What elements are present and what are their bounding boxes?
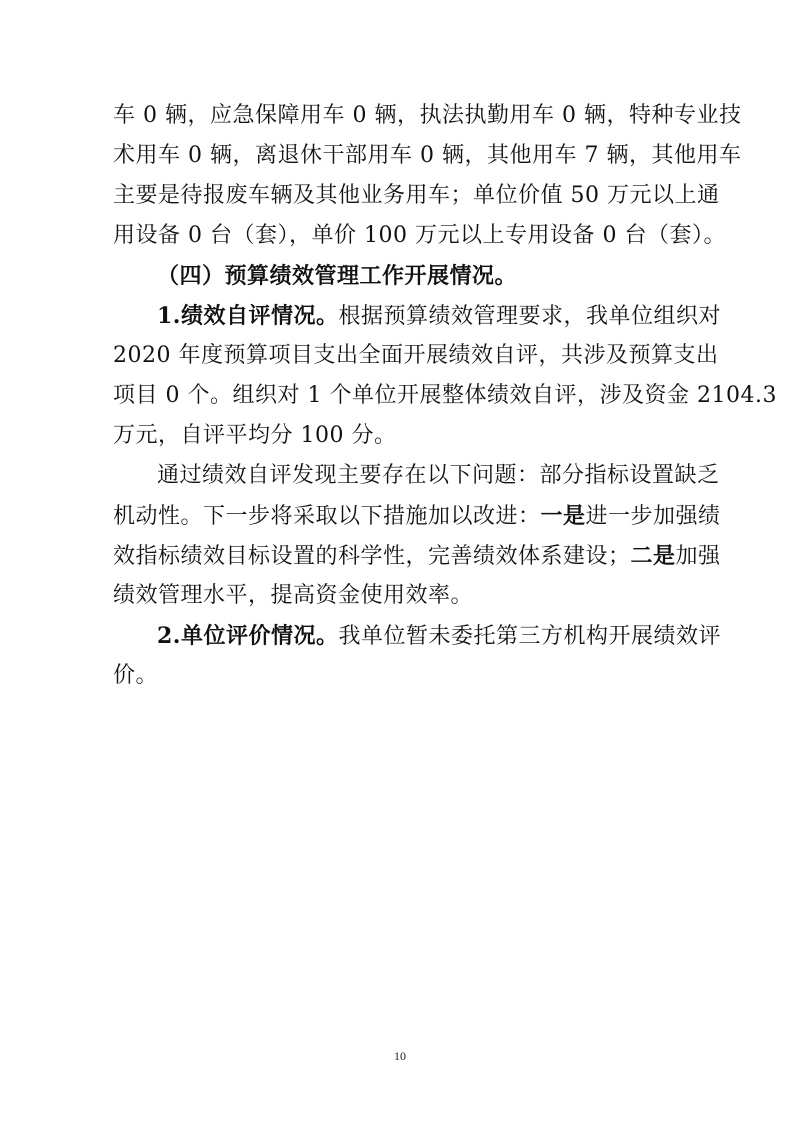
paragraph-line: 用设备 0 台（套），单价 100 万元以上专用设备 0 台（套）。 bbox=[113, 223, 726, 248]
item2-title: 2.单位评价情况。 bbox=[157, 623, 339, 649]
issues-text: 机动性。下一步将采取以下措施加以改进： bbox=[113, 504, 541, 529]
issues-text: 效指标绩效目标设置的科学性，完善绩效体系建设； bbox=[113, 544, 631, 569]
issues-text: 加强 bbox=[675, 544, 721, 569]
issues-second-line bbox=[113, 496, 721, 536]
section-heading: （四）预算绩效管理工作开展情况。 bbox=[157, 263, 518, 289]
paragraph-line: 车 0 辆，应急保障用车 0 辆，执法执勤用车 0 辆，特种专业技 bbox=[113, 103, 742, 128]
paragraph-line: 2020 年度预算项目支出全面开展绩效自评，共涉及预算支出 bbox=[113, 343, 719, 368]
paragraph-line: 主要是待报废车辆及其他业务用车；单位价值 50 万元以上通 bbox=[113, 183, 720, 208]
paragraph-line: 绩效管理水平，提高资金使用效率。 bbox=[113, 583, 474, 608]
paragraph-line: 项目 0 个。组织对 1 个单位开展整体绩效自评，涉及资金 2104.3 bbox=[113, 383, 777, 408]
item1-title: 1.绩效自评情况。 bbox=[157, 303, 339, 329]
page-number: 10 bbox=[394, 1049, 406, 1063]
item2-text: 我单位暂未委托第三方机构开展绩效评 bbox=[338, 624, 721, 649]
first-measure-label: 一是 bbox=[540, 503, 586, 529]
issues-text: 进一步加强绩 bbox=[585, 504, 721, 529]
item1-first-line bbox=[113, 296, 721, 336]
paragraph-line: 万元，自评平均分 100 分。 bbox=[113, 423, 397, 448]
second-measure-label: 二是 bbox=[630, 543, 676, 569]
paragraph-line: 术用车 0 辆，离退休干部用车 0 辆，其他用车 7 辆，其他用车 bbox=[113, 143, 742, 168]
body-text bbox=[113, 96, 777, 696]
item1-text: 根据预算绩效管理要求，我单位组织对 bbox=[338, 304, 721, 329]
paragraph-line: 价。 bbox=[113, 663, 159, 688]
item2-first-line bbox=[113, 616, 721, 656]
issues-first-line: 通过绩效自评发现主要存在以下问题：部分指标设置缺乏 bbox=[157, 463, 720, 488]
issues-third-line bbox=[113, 536, 721, 576]
